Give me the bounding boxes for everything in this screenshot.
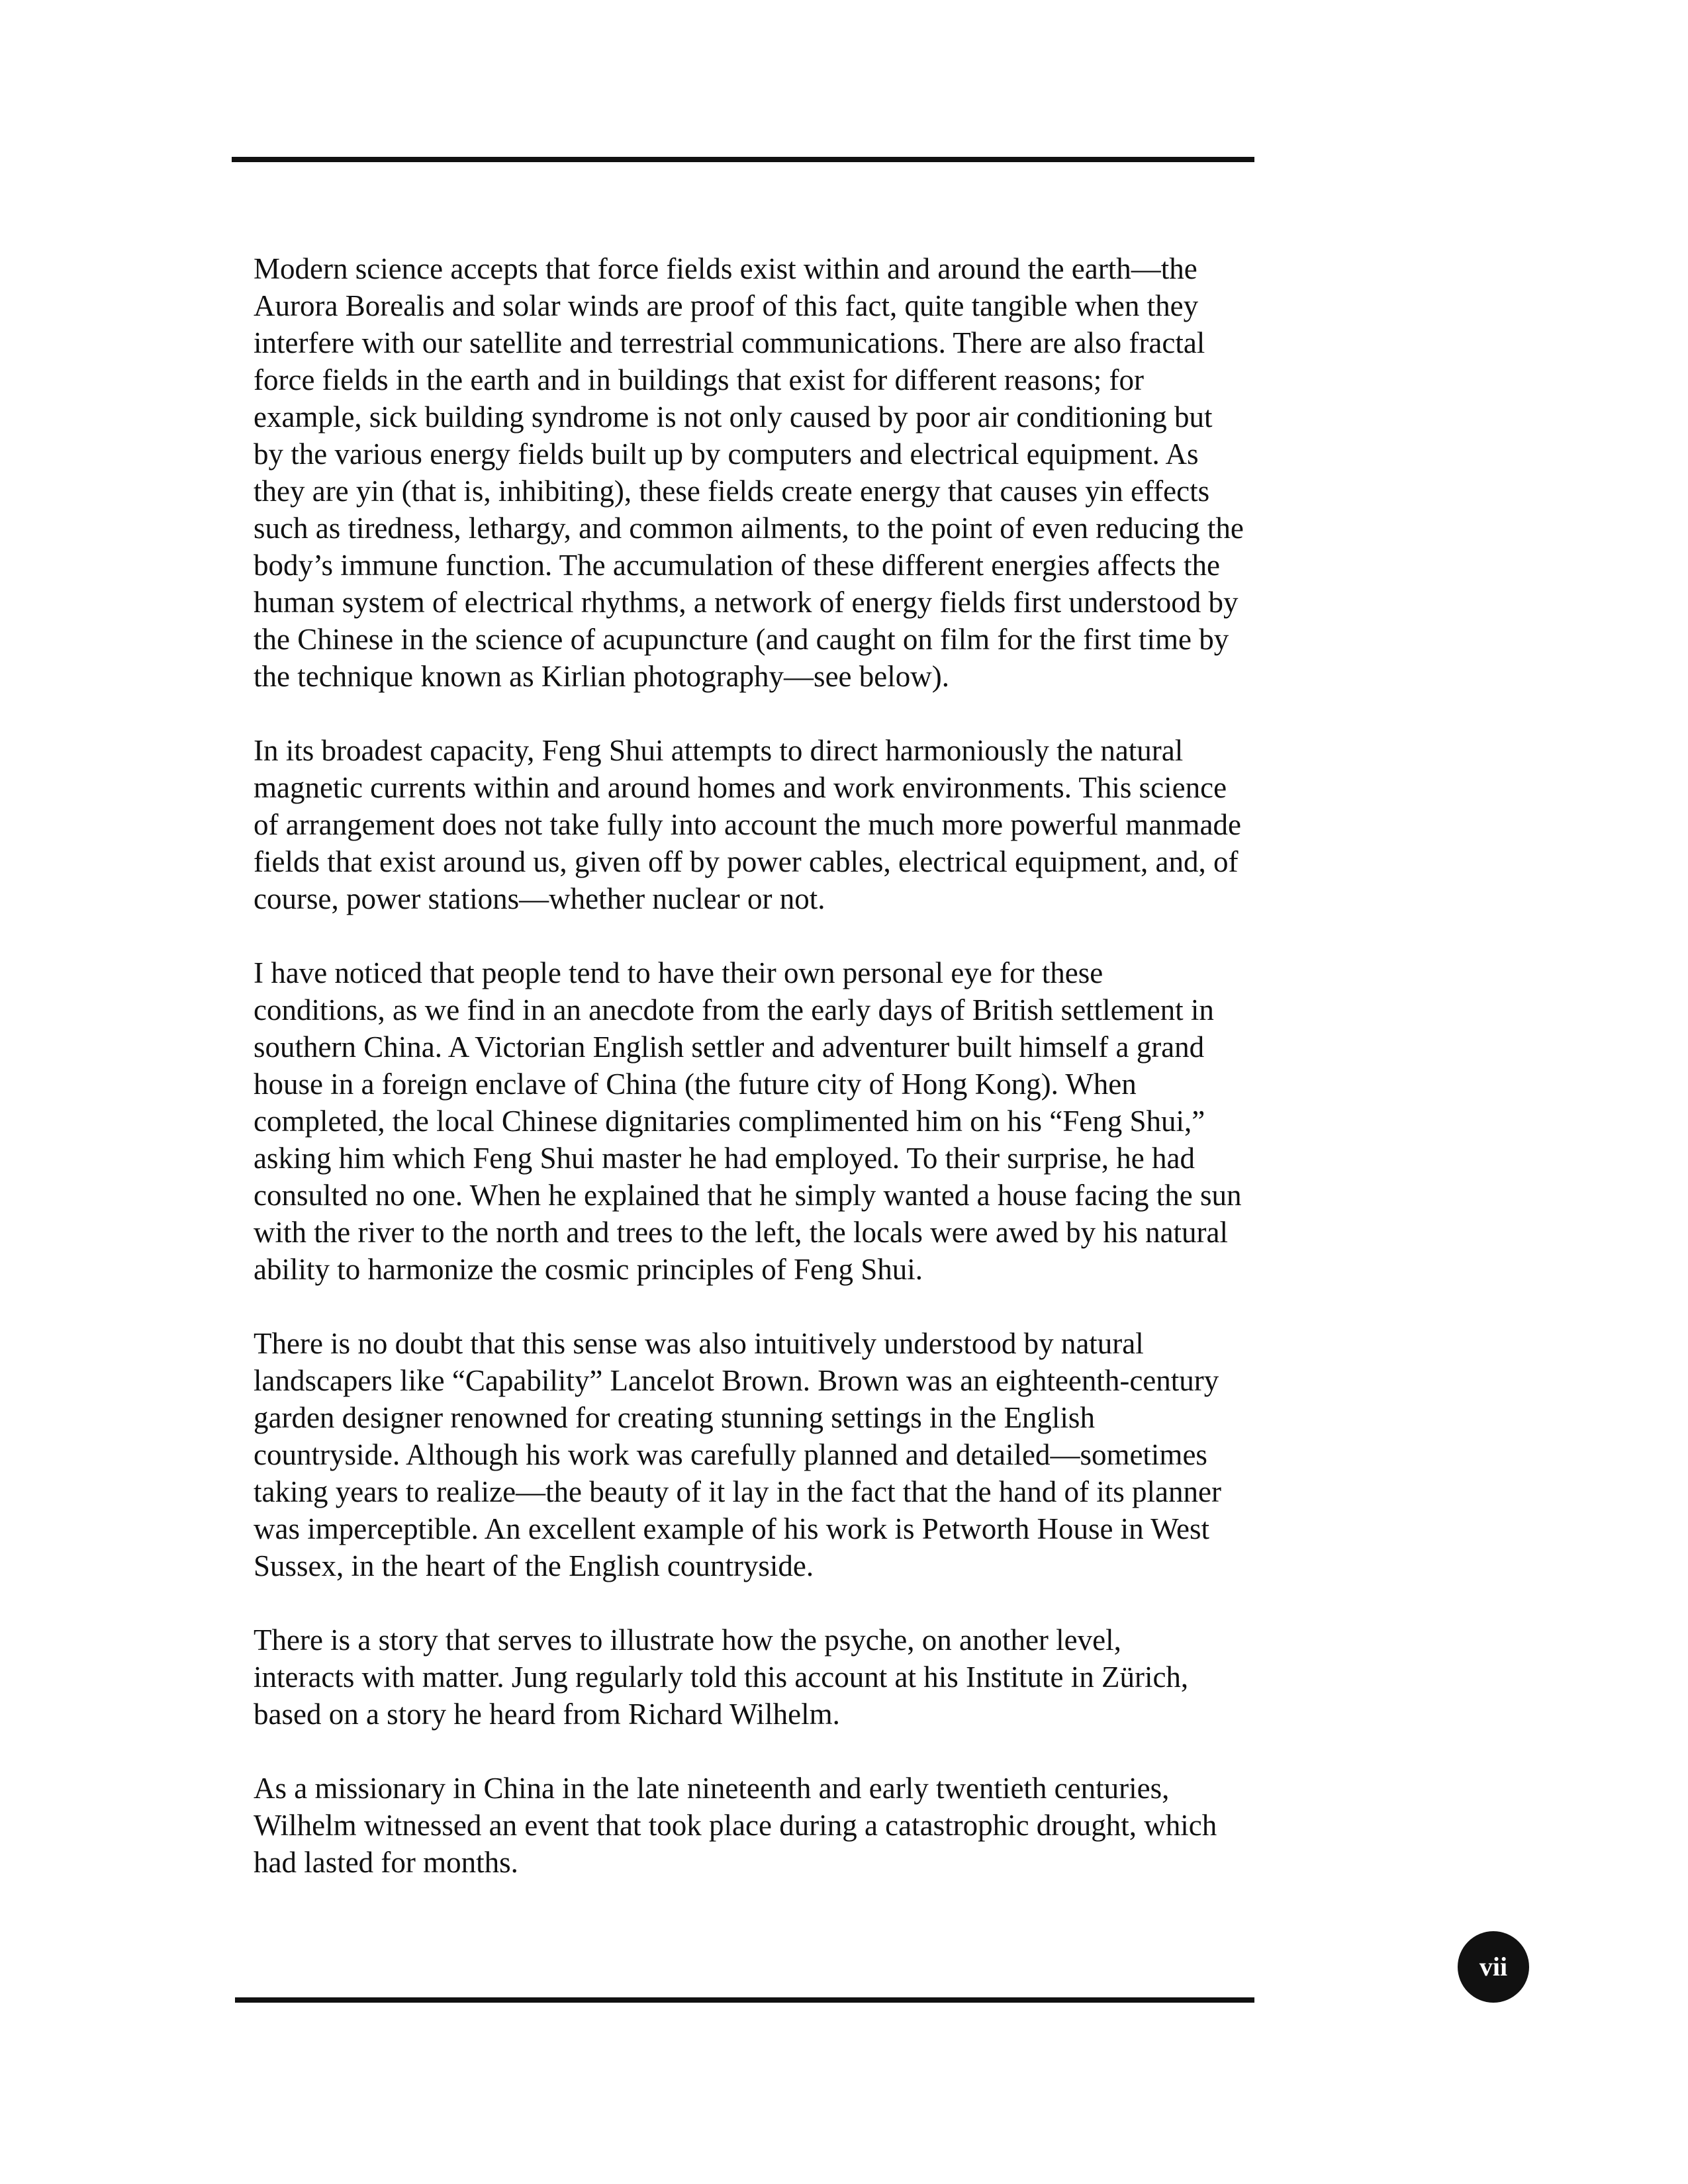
text-line: with the river to the north and trees to the left, the locals were awed by his natural bbox=[254, 1216, 1229, 1249]
text-line: ability to harmonize the cosmic principles of Feng Shui. bbox=[254, 1253, 923, 1286]
paragraph bbox=[235, 1325, 1254, 1584]
text-line: the technique known as Kirlian photography—see below). bbox=[254, 660, 949, 693]
text-line: consulted no one. When he explained that he simply wanted a house facing the sun bbox=[254, 1179, 1242, 1212]
text-line: There is a story that serves to illustrate how the psyche, on another level, bbox=[254, 1623, 1121, 1657]
text-line: Sussex, in the heart of the English countryside. bbox=[254, 1549, 814, 1582]
paragraph bbox=[235, 1770, 1254, 1881]
text-line: As a missionary in China in the late nineteenth and early twentieth centuries, bbox=[254, 1772, 1170, 1805]
text-line: such as tiredness, lethargy, and common ailments, to the point of even reducing the bbox=[254, 512, 1244, 545]
page-number-badge: vii bbox=[1458, 1931, 1529, 2003]
text-line: interacts with matter. Jung regularly told this account at his Institute in Zürich, bbox=[254, 1661, 1189, 1694]
text-line: asking him which Feng Shui master he had employed. To their surprise, he had bbox=[254, 1142, 1196, 1175]
text-line: based on a story he heard from Richard Wilhelm. bbox=[254, 1698, 840, 1731]
text-line: There is no doubt that this sense was also intuitively understood by natural bbox=[254, 1327, 1144, 1360]
text-line: of arrangement does not take fully into account the much more powerful manmade bbox=[254, 808, 1241, 841]
text-line: body’s immune function. The accumulation of these different energies affects the bbox=[254, 549, 1220, 582]
text-line: the Chinese in the science of acupuncture (and caught on film for the first time by bbox=[254, 623, 1229, 656]
text-line: Wilhelm witnessed an event that took place during a catastrophic drought, which bbox=[254, 1809, 1217, 1842]
text-line: was imperceptible. An excellent example of his work is Petworth House in West bbox=[254, 1512, 1209, 1545]
text-line: conditions, as we find in an anecdote from the early days of British settlement in bbox=[254, 993, 1214, 1026]
body-text bbox=[235, 250, 1254, 1881]
text-line: southern China. A Victorian English settler and adventurer built himself a grand bbox=[254, 1030, 1205, 1064]
text-line: I have noticed that people tend to have their own personal eye for these bbox=[254, 956, 1103, 989]
text-line: landscapers like “Capability” Lancelot Brown. Brown was an eighteenth-century bbox=[254, 1364, 1219, 1397]
bottom-rule bbox=[235, 1997, 1254, 2003]
text-line: had lasted for months. bbox=[254, 1846, 518, 1879]
text-line: by the various energy fields built up by computers and electrical equipment. As bbox=[254, 437, 1199, 471]
text-line: completed, the local Chinese dignitaries complimented him on his “Feng Shui,” bbox=[254, 1105, 1205, 1138]
text-line: fields that exist around us, given off by power cables, electrical equipment, and, of bbox=[254, 845, 1239, 878]
text-line: course, power stations—whether nuclear or not. bbox=[254, 882, 825, 915]
text-line: they are yin (that is, inhibiting), these fields create energy that causes yin effects bbox=[254, 475, 1210, 508]
text-line: magnetic currents within and around homes and work environments. This science bbox=[254, 771, 1227, 804]
text-line: house in a foreign enclave of China (the future city of Hong Kong). When bbox=[254, 1068, 1137, 1101]
text-line: Modern science accepts that force fields exist within and around the earth—the bbox=[254, 252, 1197, 285]
paragraph bbox=[235, 250, 1254, 695]
paragraph bbox=[235, 954, 1254, 1288]
text-line: taking years to realize—the beauty of it lay in the fact that the hand of its planner bbox=[254, 1475, 1221, 1508]
text-line: human system of electrical rhythms, a network of energy fields first understood by bbox=[254, 586, 1239, 619]
text-line: interfere with our satellite and terrestrial communications. There are also fractal bbox=[254, 326, 1205, 359]
text-line: example, sick building syndrome is not only caused by poor air conditioning but bbox=[254, 400, 1213, 433]
text-line: force fields in the earth and in buildings that exist for different reasons; for bbox=[254, 363, 1145, 396]
text-line: countryside. Although his work was carefully planned and detailed—sometimes bbox=[254, 1438, 1207, 1471]
text-line: garden designer renowned for creating stunning settings in the English bbox=[254, 1401, 1095, 1434]
paragraph bbox=[235, 732, 1254, 917]
text-line: Aurora Borealis and solar winds are proof of this fact, quite tangible when they bbox=[254, 289, 1199, 322]
top-rule bbox=[232, 157, 1254, 162]
text-line: In its broadest capacity, Feng Shui attempts to direct harmoniously the natural bbox=[254, 734, 1184, 767]
paragraph bbox=[235, 1621, 1254, 1733]
